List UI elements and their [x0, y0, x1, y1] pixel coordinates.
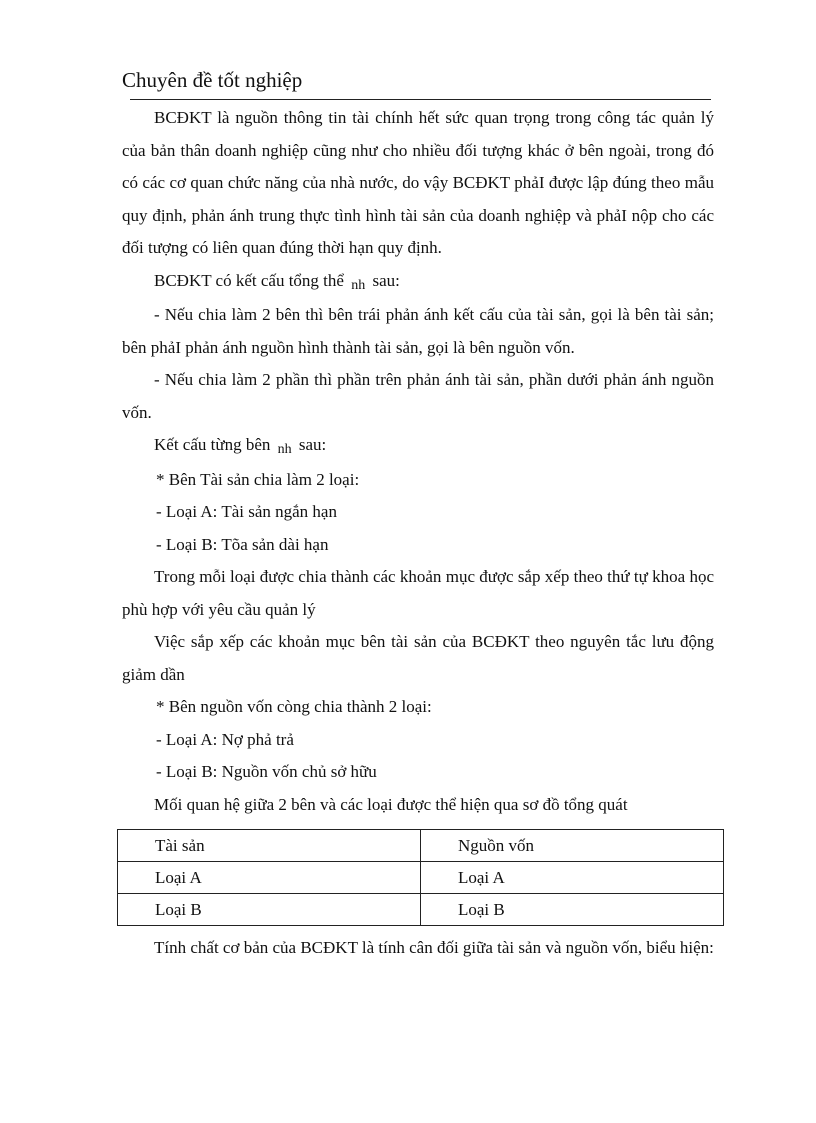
table-cell: Loại B [118, 894, 421, 926]
paragraph-structure-overall-end: sau: [372, 270, 400, 290]
paragraph-ordering: Việc sắp xếp các khoản mục bên tài sản của BCĐKT theo nguyên tắc lưu động giảm dần [122, 632, 714, 684]
paragraph-two-sides: - Nếu chia làm 2 bên thì bên trái phản ánh kết cấu của tài sản, gọi là bên tài sản; bên phảI phản ánh nguồn hình thành tài sản, gọi là bên nguồn vốn. [122, 305, 714, 357]
paragraph-intro: BCĐKT là nguồn thông tin tài chính hết sức quan trọng trong công tác quản lý của bản thân doanh nghiệp cũng như cho nhiều đối tượng khác ở bên ngoài, trong đó có các cơ quan chức năng của nhà nước, do vậy BCĐKT phảI được lập đúng theo mẫu quy định, phản ánh trung thực tình hình tài sản của doanh nghiệp và phảI nộp cho các đối tượng có liên quan đúng thời hạn quy định. [122, 108, 714, 257]
paragraph-structure-overall-text: BCĐKT có kết cấu tổng thể [154, 270, 344, 290]
list-heading-assets: * Bên Tài sản chia làm 2 loại: [156, 469, 360, 489]
table-cell-capital-header: Nguồn vốn [421, 830, 724, 862]
small-text-fragment: nh [277, 442, 292, 457]
document-body [122, 102, 714, 965]
list-item-assets-b: - Loại B: Tõa sản dài hạn [156, 534, 329, 554]
table-cell: Loại A [118, 862, 421, 894]
table-row [118, 862, 724, 894]
table-cell-assets-header: Tài sản [118, 830, 421, 862]
table-row [118, 830, 724, 862]
table-row [118, 894, 724, 926]
list-item-capital-b: - Loại B: Nguồn vốn chủ sở hữu [156, 762, 377, 781]
paragraph-two-parts: - Nếu chia làm 2 phần thì phần trên phản ánh tài sản, phần dưới phản ánh nguồn vốn. [122, 370, 714, 422]
paragraph-structure-each-side [122, 429, 714, 464]
header-divider [130, 99, 711, 100]
list-item-assets-a: - Loại A: Tài sản ngắn hạn [156, 502, 337, 521]
paragraph-categories: Trong mỗi loại được chia thành các khoản mục được sắp xếp theo thứ tự khoa học phù hợp với yêu cầu quản lý [122, 567, 714, 619]
table-cell: Loại A [421, 862, 724, 894]
page-header-title: Chuyên đề tốt nghiệp [122, 68, 303, 92]
paragraph-structure-each-side-end: sau: [298, 435, 327, 454]
list-heading-capital: * Bên nguồn vốn còng chia thành 2 loại: [156, 697, 432, 716]
balance-sheet-table [117, 829, 724, 926]
paragraph-balance-property: Tính chất cơ bản của BCĐKT là tính cân đối giữa tài sản và nguồn vốn, biểu hiện: [154, 938, 714, 957]
small-text-fragment: nh [351, 277, 366, 293]
paragraph-relationship: Mối quan hệ giữa 2 bên và các loại được thể hiện qua sơ đồ tổng quát [154, 794, 628, 814]
table-cell: Loại B [421, 894, 724, 926]
paragraph-structure-each-side-text: Kết cấu từng bên [154, 435, 271, 454]
paragraph-structure-overall [122, 265, 714, 300]
list-item-capital-a: - Loại A: Nợ phả trả [156, 729, 294, 749]
